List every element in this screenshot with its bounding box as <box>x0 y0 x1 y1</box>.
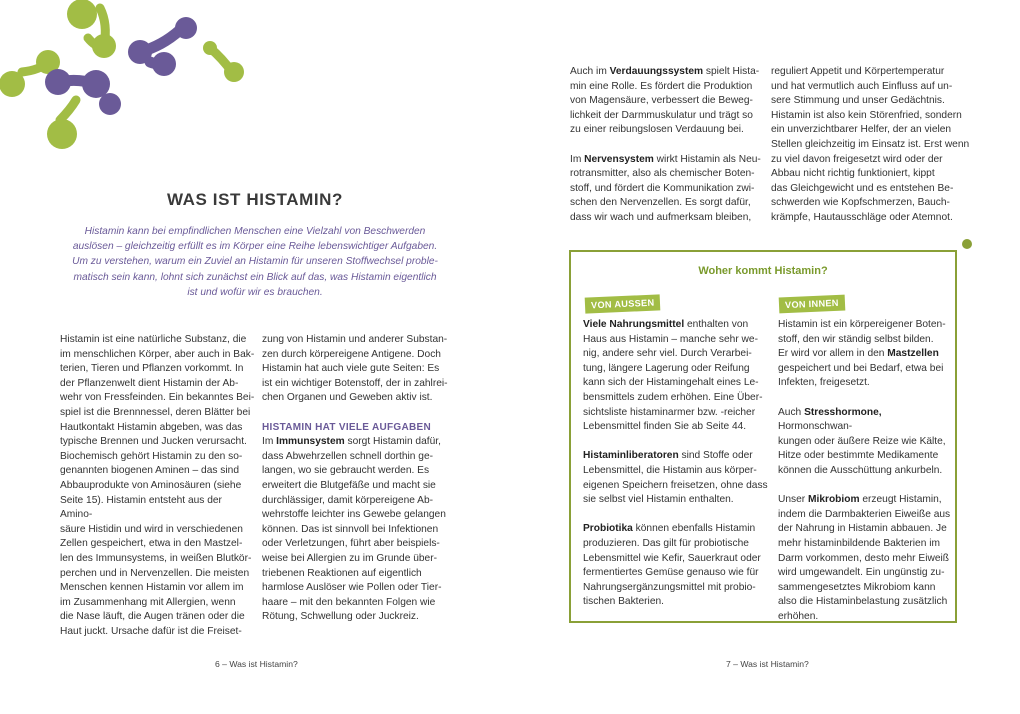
box-right-column: Histamin ist ein körpereigener Boten- stoff, den wir ständig selbst bilden. Er wird vor allem in den Mastzellen gespeichert und bei Bedarf, etwa bei Infekten, freigesetzt. Auch Stresshormone, Hormonschwan- kungen oder äußere Reize wie Kälte, Hitze oder bestimmte Medikamente können die Ausschüttung ankurbeln. Unser Mikrobiom erzeugt Histamin, indem die Darmbakterien Eiweiße aus der Nahrung in Histamin abbauen. Je mehr histaminbildende Bakterien im Darm vorkommen, desto mehr Eiweiß wird umgewandelt. Ein ungünstig zu- sammengesetztes Mikrobiom kann also die Histaminbelastung zusätzlich erhöhen. <box>778 319 951 622</box>
info-box <box>569 250 957 623</box>
info-box-title: Woher kommt Histamin? <box>698 265 828 277</box>
tag-von-aussen: VON AUSSEN <box>585 294 661 313</box>
right-page-footer: 7 – Was ist Histamin? <box>726 659 809 669</box>
right-column-1: Auch im Verdauungssystem spielt Hista- min eine Rolle. Es fördert die Produktion von Magensäure, verbessert die Beweg- lichkeit der Darmmuskulatur und trägt so zu einer reibungslosen Verdauung bei. Im Nervensystem wirkt Histamin als Neu- rotransmitter, also als chemischer Boten- stoff, und fördert die Kommunikation zwi- schen den Nervenzellen. Es sorgt dafür, dass wir wach und aufmerksam bleiben, <box>570 66 761 223</box>
left-column-2: zung von Histamin und anderer Substan- zen durch körpereigene Antigene. Doch Histamin hat auch viele gute Seiten: Es ist ein wichtiger Botenstoff, der in zahlrei- chen Organen und Geweben aktiv ist. HISTAMIN HAT VIELE AUFGABEN Im Immunsystem sorgt Histamin dafür, dass Abwehrzellen schnell dorthin ge- langen, wo sie gebraucht werden. Es erweitert die Blutgefäße und macht sie durchlässiger, damit körpereigene Ab- wehrstoffe leichter ins Gewebe gelangen können. Das ist sinnvoll bei Infektionen oder Verletzungen, führt aber beispiels- weise bei Allergien zu im Grunde über- triebenen Reaktionen auf eigentlich harmlose Auslöser wie Pollen oder Tier- haare – mit den bekannten Folgen wie Rötung, Schwellung oder Juckreiz. <box>262 333 457 625</box>
right-column-2: reguliert Appetit und Körpertemperatur und hat vermutlich auch Einfluss auf un- sere Stimmung und unser Gedächtnis. Histamin ist also kein Störenfried, sondern ein unverzichtbarer Helfer, der an vielen Stellen gleichzeitig im Einsatz ist. Erst wenn zu viel davon freigesetzt wird oder der Abbau nicht richtig funktioniert, kippt das Gleichgewicht und es entstehen Be- schwerden wie Kopfschmerzen, Bauch- krämpfe, Hautausschläge oder Atemnot. <box>771 66 970 223</box>
box-corner-dot <box>962 239 972 249</box>
molecule-illustration <box>0 0 250 160</box>
box-left-column: Viele Nahrungsmittel enthalten von Haus aus Histamin – manche sehr we- nig, andere sehr viel. Durch Verarbei- tung, längere Lagerung oder Reifung kann sich der Histamingehalt eines Le- bensmittels zudem erhöhen. Eine Über- sichtsliste histaminarmer bzw. -reicher Lebensmittel finden Sie ab Seite 44. Histaminliberatoren sind Stoffe oder Lebensmittel, die Histamin aus körper- eigenen Speichern freisetzen, ohne dass sie selbst viel Histamin enthalten. Probiotika können ebenfalls Histamin produzieren. Das gilt für probiotische Lebensmittel wie Kefir, Sauerkraut oder fermentiertes Gemüse genauso wie für Nahrungsergänzungsmittel mit probio- tischen Bakterien. <box>583 319 768 608</box>
intro-text: Histamin kann bei empfindlichen Menschen eine Vielzahl von Beschwerden auslösen – gleichzeitig erfüllt es im Körper eine Reihe lebenswichtiger Aufgaben. Um zu verstehen, warum ein Zuviel an Histamin für unseren Stoffwechsel proble- matisch sein kann, lohnt sich zunächst ein Blick auf das, was Histamin eigentlich ist und wofür wir es brauchen. <box>72 226 438 298</box>
left-column-1: Histamin ist eine natürliche Substanz, die im menschlichen Körper, aber auch in Bak- terien, Tieren und Pflanzen vorkommt. In der Pflanzenwelt dient Histamin der Ab- wehr von Fressfeinden. Ein bekanntes Bei- spiel ist die Brennnessel, deren Blätter bei Hautkontakt Histamin abgeben, was das typische Brennen und Jucken verursacht. Biochemisch gehört Histamin zu den so- genannten biogenen Aminen – das sind Abbauprodukte von Aminosäuren (siehe Seite 15). Histamin entsteht aus der Amino- säure Histidin und wird in verschiedenen Zellen gespeichert, etwa in den Mastzel- len des Immunsystems, in weißen Blutkör- perchen und in Nervenzellen. Die meisten Menschen kennen Histamin vor allem im im Zusammenhang mit Allergien, wenn die Nase läuft, die Augen tränen oder die Haut juckt. Ursache dafür ist die Freiset- <box>60 334 255 637</box>
tag-von-innen: VON INNEN <box>779 295 845 314</box>
subheading: HISTAMIN HAT VIELE AUFGABEN <box>262 421 432 433</box>
left-page-footer: 6 – Was ist Histamin? <box>215 659 298 669</box>
page-title: WAS IST HISTAMIN? <box>166 190 344 209</box>
